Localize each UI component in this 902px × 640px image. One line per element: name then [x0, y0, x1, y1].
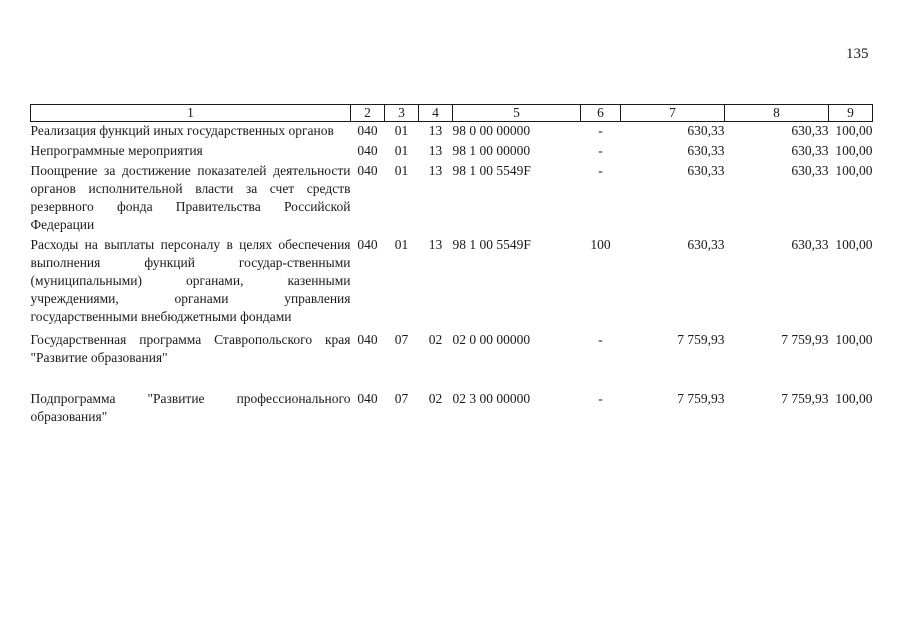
cell-col-6: - — [598, 391, 603, 406]
cell-col-8: 7 759,93 — [781, 332, 829, 347]
row-name: Подпрограмма "Развитие профессионального образования" — [30, 391, 351, 424]
cell-col-6: - — [598, 123, 603, 138]
cell-col-2: 040 — [357, 332, 378, 347]
cell-col-7: 7 759,93 — [677, 391, 725, 406]
column-header-4: 4 — [419, 105, 453, 122]
header-row — [31, 105, 873, 122]
cell-col-5: 98 1 00 5549F — [452, 163, 531, 178]
table-row — [31, 236, 873, 328]
column-header-1: 1 — [31, 105, 351, 122]
column-header-6: 6 — [581, 105, 621, 122]
row-name: Поощрение за достижение показателей деятельности органов исполнительной власти за счет средств резервного фонда Правительства Российской Федерации — [30, 163, 351, 232]
cell-col-2: 040 — [357, 123, 378, 138]
cell-col-2: 040 — [357, 391, 378, 406]
cell-col-9: 100,00 — [835, 237, 873, 252]
cell-col-3: 01 — [394, 163, 409, 178]
column-header-5: 5 — [453, 105, 581, 122]
column-header-9: 9 — [829, 105, 873, 122]
cell-col-3: 01 — [394, 237, 409, 252]
cell-col-3: 01 — [394, 123, 409, 138]
cell-col-5: 98 1 00 5549F — [452, 237, 531, 252]
table-row — [31, 122, 873, 143]
cell-col-7: 630,33 — [687, 237, 725, 252]
cell-col-9: 100,00 — [835, 163, 873, 178]
cell-col-7: 7 759,93 — [677, 332, 725, 347]
cell-col-3: 01 — [394, 143, 409, 158]
cell-col-5: 02 3 00 00000 — [452, 391, 531, 406]
cell-col-4: 13 — [428, 237, 443, 252]
cell-col-9: 100,00 — [835, 143, 873, 158]
column-header-7: 7 — [621, 105, 725, 122]
budget-table — [30, 104, 873, 428]
row-name: Государственная программа Ставропольского края "Развитие образования" — [30, 332, 351, 365]
cell-col-2: 040 — [357, 163, 378, 178]
cell-col-6: - — [598, 332, 603, 347]
cell-col-6: 100 — [590, 237, 611, 252]
cell-col-5: 02 0 00 00000 — [452, 332, 531, 347]
cell-col-9: 100,00 — [835, 332, 873, 347]
cell-col-9: 100,00 — [835, 123, 873, 138]
column-header-8: 8 — [725, 105, 829, 122]
column-header-3: 3 — [385, 105, 419, 122]
cell-col-4: 13 — [428, 143, 443, 158]
cell-col-4: 02 — [428, 391, 443, 406]
row-name: Непрограммные мероприятия — [30, 143, 203, 158]
cell-col-8: 630,33 — [791, 237, 829, 252]
table-row — [31, 142, 873, 162]
row-name: Расходы на выплаты персоналу в целях обеспечения выполнения функций государ-ственными (муниципальными) органами, казенными учреждениями, органами управления государственными внебюджетными фондами — [30, 237, 351, 324]
cell-col-2: 040 — [357, 237, 378, 252]
cell-col-6: - — [598, 163, 603, 178]
cell-col-9: 100,00 — [835, 391, 873, 406]
cell-col-7: 630,33 — [687, 163, 725, 178]
row-name: Реализация функций иных государственных органов — [30, 123, 334, 138]
cell-col-7: 630,33 — [687, 143, 725, 158]
table-row — [31, 328, 873, 389]
cell-col-8: 630,33 — [791, 163, 829, 178]
cell-col-4: 13 — [428, 123, 443, 138]
table-row — [31, 389, 873, 428]
cell-col-5: 98 0 00 00000 — [452, 123, 531, 138]
page-number: 135 — [846, 46, 869, 62]
cell-col-5: 98 1 00 00000 — [452, 143, 531, 158]
cell-col-6: - — [598, 143, 603, 158]
table-row — [31, 162, 873, 236]
cell-col-4: 02 — [428, 332, 443, 347]
cell-col-3: 07 — [394, 391, 409, 406]
cell-col-8: 630,33 — [791, 123, 829, 138]
cell-col-4: 13 — [428, 163, 443, 178]
cell-col-8: 7 759,93 — [781, 391, 829, 406]
cell-col-2: 040 — [357, 143, 378, 158]
column-header-2: 2 — [351, 105, 385, 122]
cell-col-7: 630,33 — [687, 123, 725, 138]
cell-col-8: 630,33 — [791, 143, 829, 158]
cell-col-3: 07 — [394, 332, 409, 347]
